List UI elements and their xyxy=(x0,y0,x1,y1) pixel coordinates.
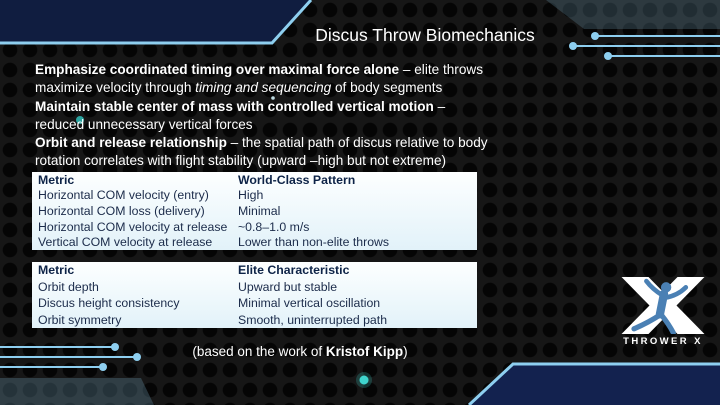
table-cell: Minimal vertical oscillation xyxy=(238,296,381,311)
column-header: Metric xyxy=(38,263,75,278)
body-line xyxy=(35,116,488,134)
accent-dot xyxy=(604,52,612,60)
body-line xyxy=(35,61,488,79)
glow-dot xyxy=(360,376,369,385)
caption xyxy=(100,344,500,359)
accent-dot xyxy=(99,363,107,371)
text-segment: – elite throws xyxy=(399,62,483,77)
body-line xyxy=(35,152,488,170)
x-mark-icon xyxy=(617,277,709,334)
text-segment: (based on the work of xyxy=(192,344,326,359)
table-row xyxy=(32,295,477,312)
text-segment: reduced unnecessary vertical forces xyxy=(35,116,253,132)
text-segment: – xyxy=(433,98,446,114)
table-cell: Vertical COM velocity at release xyxy=(38,235,213,250)
slide-title: Discus Throw Biomechanics xyxy=(315,25,535,45)
thrower-x-logo xyxy=(608,277,718,347)
text-segment: maximize velocity through xyxy=(35,80,196,96)
table-row xyxy=(32,188,477,204)
text-segment: – the spatial path of discus relative to body xyxy=(226,135,488,151)
table-cell: Minimal xyxy=(238,203,281,218)
metrics-table-world-class xyxy=(32,172,477,250)
text-segment: Emphasize coordinated timing over maximal force alone xyxy=(35,62,400,77)
table-cell: Horizontal COM loss (delivery) xyxy=(38,203,205,218)
text-segment: rotation correlates with flight stability (upward –high but not extreme) xyxy=(35,153,447,169)
column-header: Elite Characteristic xyxy=(238,263,350,278)
text-segment: Kristof Kipp xyxy=(325,344,404,359)
text-segment: Maintain stable center of mass with controlled vertical motion xyxy=(35,98,434,114)
table-cell: Discus height consistency xyxy=(38,296,180,311)
body-line xyxy=(35,98,488,116)
table-row xyxy=(32,219,477,235)
table-cell: Smooth, uninterrupted path xyxy=(238,312,388,327)
table-row xyxy=(32,203,477,219)
bottom-left-panel-shape xyxy=(0,378,154,405)
table-row xyxy=(32,234,477,250)
table-cell: Orbit symmetry xyxy=(38,312,122,327)
metrics-table xyxy=(32,172,477,250)
logo-wordmark: THROWER X xyxy=(623,336,703,347)
table-row xyxy=(32,279,477,296)
table-cell: Horizontal COM velocity (entry) xyxy=(38,188,209,203)
column-header: Metric xyxy=(38,172,75,187)
column-header: World-Class Pattern xyxy=(238,172,356,187)
table-cell: Orbit depth xyxy=(38,279,99,294)
metrics-table-elite xyxy=(32,262,477,328)
body-line xyxy=(35,134,488,152)
table-header-row xyxy=(32,262,477,279)
table-cell: High xyxy=(238,188,264,203)
accent-dot xyxy=(591,32,599,40)
text-segment: Orbit and release relationship xyxy=(35,135,227,151)
table-header-row xyxy=(32,172,477,188)
body-text xyxy=(35,61,488,171)
text-segment: timing and sequencing xyxy=(195,80,332,96)
table-cell: ~0.8–1.0 m/s xyxy=(238,219,310,234)
text-segment: ) xyxy=(403,344,408,359)
text-segment: of body segments xyxy=(331,80,443,96)
table-cell: Horizontal COM velocity at release xyxy=(38,219,228,234)
table-cell: Lower than non-elite throws xyxy=(238,235,390,250)
top-left-banner-shape xyxy=(0,0,311,43)
table-cell: Upward but stable xyxy=(238,279,338,294)
body-line xyxy=(35,79,488,97)
table-row xyxy=(32,312,477,329)
metrics-table xyxy=(32,262,477,328)
